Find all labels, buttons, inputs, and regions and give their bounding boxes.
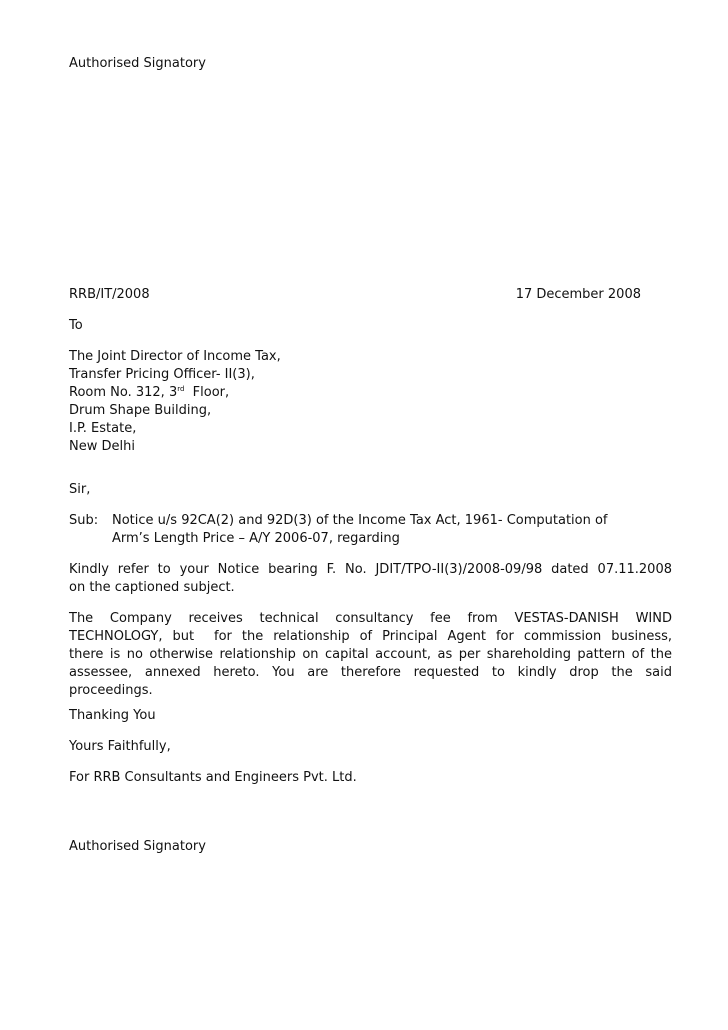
addressee-line: The Joint Director of Income Tax, (69, 349, 281, 364)
thanks (69, 707, 672, 725)
paragraph-notice-reference (69, 561, 672, 597)
salutation-text: Sir, (69, 482, 91, 497)
reference-date-row (69, 286, 641, 304)
subject-label: Sub: (69, 513, 99, 528)
company-name (69, 769, 672, 787)
subject-text: Notice u/s 92CA(2) and 92D(3) of the Income Tax Act, 1961- Computation of (112, 513, 608, 528)
subject-line-1 (69, 512, 672, 530)
subject-text: Arm’s Length Price – A/Y 2006-07, regarding (112, 531, 400, 546)
signatory-bottom (69, 838, 672, 856)
salutation (69, 481, 672, 499)
to-label (69, 317, 672, 335)
addressee-line: I.P. Estate, (69, 421, 137, 436)
paragraph-line: proceedings. (69, 683, 153, 698)
signatory-bottom-text: Authorised Signatory (69, 839, 206, 854)
addressee-floor: Floor, (184, 385, 230, 400)
reference-number: RRB/IT/2008 (69, 287, 150, 302)
paragraph-line: assessee, annexed hereto. You are therefore requested to kindly drop the said (69, 665, 672, 680)
paragraph-line: there is no otherwise relationship on capital account, as per shareholding pattern of the (69, 647, 672, 662)
paragraph-line: Kindly refer to your Notice bearing F. No. JDIT/TPO-II(3)/2008-09/98 dated 07.11.2008 (69, 562, 672, 577)
addressee-room: Room No. 312, 3 (69, 385, 178, 400)
paragraph-line: TECHNOLOGY, but for the relationship of Principal Agent for commission business, (69, 629, 672, 644)
letter-date: 17 December 2008 (515, 287, 641, 302)
signatory-top (69, 55, 672, 73)
addressee-line: Transfer Pricing Officer- II(3), (69, 367, 255, 382)
signatory-top-text: Authorised Signatory (69, 56, 206, 71)
closing-text: Yours Faithfully, (69, 739, 171, 754)
paragraph-line: The Company receives technical consultancy fee from VESTAS-DANISH WIND (69, 611, 672, 626)
to-label-text: To (69, 318, 83, 333)
addressee-line: New Delhi (69, 439, 135, 454)
paragraph-line: on the captioned subject. (69, 580, 235, 595)
paragraph-relationship (69, 610, 672, 700)
closing (69, 738, 672, 756)
addressee-block (69, 348, 672, 456)
subject-block (69, 512, 672, 548)
addressee-line (69, 384, 672, 402)
company-name-text: For RRB Consultants and Engineers Pvt. Ltd. (69, 770, 357, 785)
addressee-line: Drum Shape Building, (69, 403, 212, 418)
addressee-ordinal-suffix: rd (177, 385, 185, 393)
thanks-text: Thanking You (69, 708, 156, 723)
